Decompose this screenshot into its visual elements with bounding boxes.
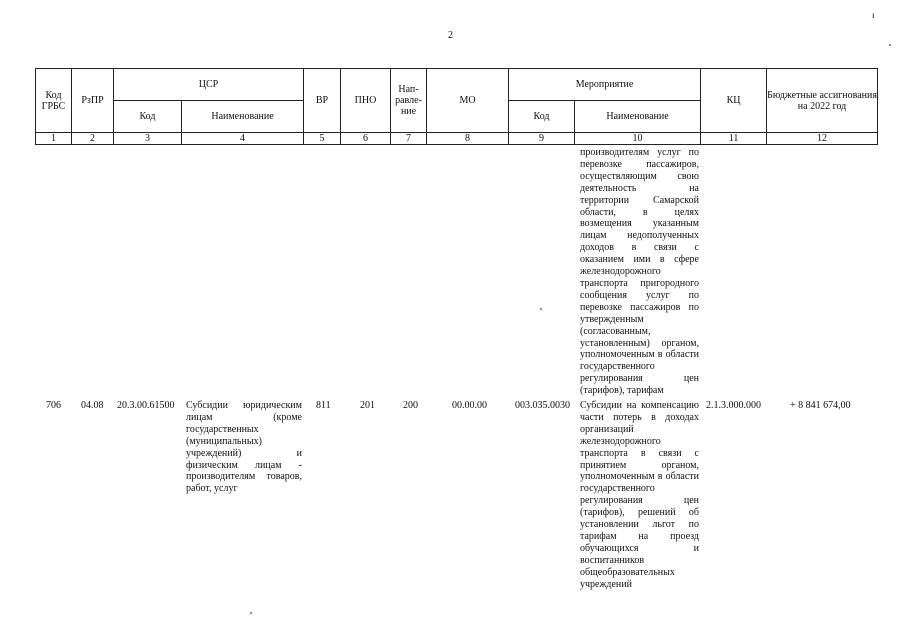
col-number: 8 — [427, 133, 509, 145]
col-number: 9 — [509, 133, 575, 145]
row-mer-name: Субсидии на компенсацию части потерь в доходах организаций железнодорожного транспорта в связи с принятием органом, уполномоченным в области государственного регулирования цен (тарифов), решений об установлении льгот по тарифам на проезд обучающихся и воспитанников общеобразовательных учреждений — [580, 400, 699, 590]
header-mer-name: Наименование — [575, 101, 701, 133]
header-rzpr: РзПР — [72, 69, 114, 133]
row-amount: + 8 841 674,00 — [790, 400, 851, 411]
col-number: 10 — [575, 133, 701, 145]
col-number: 11 — [701, 133, 767, 145]
corner-mark: ı — [872, 10, 875, 20]
col-number: 3 — [114, 133, 182, 145]
row-mer-kod: 003.035.0030 — [515, 400, 570, 411]
budget-table — [35, 68, 878, 145]
header-csr-kod: Код — [114, 101, 182, 133]
header-vr: ВР — [304, 69, 341, 133]
header-meropr: Мероприятие — [509, 69, 701, 101]
page-number: 2 — [448, 30, 453, 41]
scan-speck — [540, 308, 542, 310]
row-napr: 200 — [403, 400, 418, 411]
col-number: 7 — [391, 133, 427, 145]
header-mo: МО — [427, 69, 509, 133]
col-number: 12 — [767, 133, 878, 145]
header-csr: ЦСР — [114, 69, 304, 101]
continuation-text: производителям услуг по перевозке пассажиров, осуществляющим свою деятельность на территории Самарской области, в целях возмещения указанным лицам недополученных доходов в связи с оказанием ими в сфере железнодорожного транспорта пригородного сообщения услуг по перевозке пассажиров по утвержденным (согласованным, установленным) органом, уполномоченным в области государственного регулирования цен (тарифов), тарифам — [580, 147, 699, 397]
col-number: 1 — [36, 133, 72, 145]
row-mo: 00.00.00 — [452, 400, 487, 411]
row-kod-grbs: 706 — [46, 400, 61, 411]
header-csr-name: Наименование — [182, 101, 304, 133]
row-csr-kod: 20.3.00.61500 — [117, 400, 175, 411]
scan-speck — [889, 44, 891, 46]
row-kc: 2.1.3.000.000 — [706, 400, 761, 411]
header-budget: Бюджетные ассигнования на 2022 год — [767, 69, 878, 133]
col-number: 6 — [341, 133, 391, 145]
row-csr-name: Субсидии юридическим лицам (кроме государственных (муниципальных) учреждений) и физическим лицам - производителям товаров, работ, услуг — [186, 400, 302, 495]
scan-speck — [250, 612, 252, 614]
row-vr: 811 — [316, 400, 331, 411]
col-number: 2 — [72, 133, 114, 145]
header-pno: ПНО — [341, 69, 391, 133]
row-pno: 201 — [360, 400, 375, 411]
header-kod-grbs: Код ГРБС — [36, 69, 72, 133]
header-napr: Нап-равле-ние — [391, 69, 427, 133]
col-number: 5 — [304, 133, 341, 145]
header-kc: КЦ — [701, 69, 767, 133]
col-number: 4 — [182, 133, 304, 145]
header-mer-kod: Код — [509, 101, 575, 133]
row-rzpr: 04.08 — [81, 400, 104, 411]
